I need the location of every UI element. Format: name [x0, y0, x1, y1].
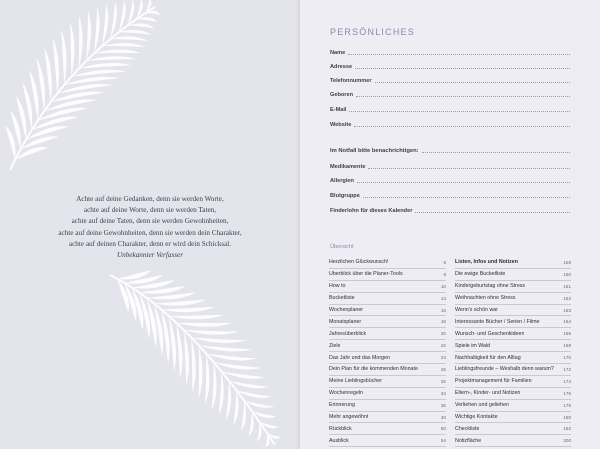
toc-entry-title: Meine Lieblingsbücher	[329, 378, 383, 385]
toc-entry-page: 180	[563, 414, 571, 420]
form-row-birth[interactable]	[330, 88, 570, 98]
form-label: Name	[330, 50, 346, 56]
form-label: Finderlohn für dieses Kalender	[330, 208, 413, 214]
toc-entry-title: Wichtige Kontakte	[455, 414, 498, 421]
quote-attribution: Unbekannter Verfasser	[116, 251, 184, 260]
toc-entry[interactable]	[455, 293, 571, 305]
form-line[interactable]	[355, 68, 570, 69]
toc-entry-title: Jahresüberblick	[329, 330, 367, 337]
quote-block	[30, 194, 270, 261]
toc-entry[interactable]	[329, 340, 446, 352]
toc-entry[interactable]	[455, 328, 571, 340]
toc-entry-title: Checkliste	[455, 425, 480, 432]
toc-entry[interactable]	[455, 316, 571, 328]
form-row-name[interactable]	[330, 46, 570, 56]
form-line[interactable]	[368, 168, 570, 169]
toc-entry-page: 182	[563, 426, 571, 432]
toc-entry-title: Das Jahr und das Morgen	[329, 354, 390, 361]
toc-entry[interactable]	[329, 257, 446, 269]
toc-entry-page: 26	[440, 366, 446, 372]
toc-entry-title: Nachhaltigkeit für den Alltag	[455, 354, 521, 361]
form-line[interactable]	[357, 182, 570, 183]
toc-entry-page: 8	[443, 271, 446, 277]
form-line[interactable]	[356, 96, 570, 97]
toc-entry[interactable]	[329, 400, 446, 412]
toc-entry-title: Wochenregeln	[329, 390, 364, 397]
form-row-reward[interactable]	[330, 204, 570, 214]
quote-line: achte auf deine Taten, denn sie werden Gewohnheiten,	[71, 217, 229, 226]
toc-entry[interactable]	[455, 412, 571, 424]
toc-entry-title: Herzlichen Glückwunsch!	[329, 259, 389, 266]
form-row-phone[interactable]	[330, 74, 570, 84]
toc-entry[interactable]	[329, 376, 446, 388]
toc-entry-title: Listen, Infos und Notizen	[455, 259, 518, 266]
form-line[interactable]	[348, 54, 570, 55]
toc-entry-title: Die ewige Bucketliste	[455, 271, 506, 278]
toc-entry-page: 176	[563, 390, 571, 396]
emergency-title: Im Notfall bitte benachrichtigen:	[330, 148, 419, 154]
toc-entry-page: 170	[563, 355, 571, 361]
toc-entry[interactable]	[455, 281, 571, 293]
toc-entry[interactable]	[329, 328, 446, 340]
toc-entry-page: 50	[440, 426, 446, 432]
form-row-website[interactable]	[330, 118, 570, 128]
toc-entry-title: Ausblick	[329, 437, 349, 444]
toc-entry-title: Überblick über die Planer-Tools	[329, 271, 403, 278]
personal-section-title: PERSÖNLICHES	[330, 27, 415, 37]
toc-entry-title: Wenn's schön war	[455, 307, 499, 313]
toc-entry-page: 172	[563, 366, 571, 372]
form-label: Geboren	[330, 92, 354, 98]
form-line[interactable]	[354, 126, 570, 127]
toc-entry-title: Interessante Bücher / Serien / Filme	[455, 318, 540, 325]
quote-line: achte auf deine Gewohnheiten, denn sie werden dein Charakter,	[58, 228, 242, 237]
toc-entry-title: Dein Plan für die kommenden Monate	[329, 366, 418, 373]
toc-entry[interactable]	[455, 388, 571, 400]
toc-entry-page: 174	[563, 378, 571, 384]
toc-entry-page: 163	[563, 307, 571, 313]
toc-entry-title: Erinnerung	[329, 402, 355, 409]
quote-line: achte auf deine Worte, denn sie werden Taten,	[83, 206, 217, 215]
toc-entry-title: Mehr angewöhnt	[329, 414, 369, 421]
toc-entry-page: 166	[563, 331, 571, 337]
toc-entry-page: 18	[440, 319, 446, 325]
toc-entry[interactable]	[329, 412, 446, 424]
toc-entry-title: Eltern-, Kinder- und Notizen	[455, 390, 521, 397]
toc-entry-page: 10	[440, 283, 446, 289]
form-row-medication[interactable]	[330, 160, 570, 170]
toc-entry-page: 22	[440, 343, 446, 349]
toc-entry-page: 6	[443, 259, 446, 265]
toc-entry[interactable]	[329, 364, 446, 376]
toc-entry[interactable]	[329, 281, 446, 293]
form-label: E-Mail	[330, 107, 347, 113]
toc-entry[interactable]	[329, 293, 446, 305]
toc-column-left	[329, 257, 446, 447]
toc-entry-title: Ziele	[329, 342, 341, 349]
form-row-allergies[interactable]	[330, 174, 570, 184]
toc-entry-page: 168	[563, 343, 571, 349]
form-label: Blutgruppe	[330, 193, 360, 199]
quote-line: achte auf deinen Charakter, denn er wird dein Schicksal.	[68, 239, 232, 248]
form-line[interactable]	[375, 82, 570, 83]
toc-entry-title: Spiele im Wald	[455, 342, 491, 349]
toc-entry-title: How to	[329, 283, 346, 290]
form-label: Allergien	[330, 178, 354, 184]
toc-entry[interactable]	[329, 316, 446, 328]
quote-line: Achte auf deine Gedanken, denn sie werden Worte,	[76, 195, 224, 203]
form-line[interactable]	[415, 212, 570, 213]
toc-entry-title: Projektmanagement für Familien	[455, 378, 532, 385]
toc-entry-title: Bucketliste	[329, 295, 355, 302]
toc-entry-page: 36	[440, 402, 446, 408]
form-line[interactable]	[349, 111, 570, 112]
toc-entry-page: 34	[440, 390, 446, 396]
toc-column-right	[455, 257, 571, 447]
toc-entry-page: 164	[563, 319, 571, 325]
toc-entry-title: Wunsch- und Geschenkideen	[455, 330, 525, 337]
form-label: Telefonnummer	[330, 78, 372, 84]
toc-entry[interactable]	[329, 388, 446, 400]
form-label: Adresse	[330, 64, 353, 70]
toc-entry-title: Lieblingsfreunde – Weshalb denn warum?	[455, 366, 554, 373]
form-row-address[interactable]	[330, 60, 570, 70]
palm-leaf-top-icon	[0, 0, 190, 195]
toc-entry-page: 54	[440, 438, 446, 444]
toc-entry-page: 158	[563, 259, 571, 265]
toc-title: Übersicht	[330, 244, 354, 250]
toc-entry-title: Kindergeburtstag ohne Stress	[455, 283, 526, 290]
toc-entry[interactable]	[329, 423, 446, 435]
toc-entry-page: 178	[563, 402, 571, 408]
toc-entry-title: Weihnachten ohne Stress	[455, 295, 516, 302]
toc-entry-title: Wochenplaner	[329, 307, 364, 313]
toc-entry[interactable]	[455, 340, 571, 352]
toc-entry-page: 16	[440, 307, 446, 313]
toc-entry[interactable]	[455, 352, 571, 364]
toc-entry[interactable]	[455, 400, 571, 412]
form-label: Medikamente	[330, 164, 366, 170]
toc-entry[interactable]	[455, 269, 571, 281]
toc-entry-title: Notizfläche	[455, 437, 482, 444]
form-label: Website	[330, 122, 352, 128]
toc-entry-title: Rückblick	[329, 425, 352, 432]
toc-entry-page: 161	[563, 283, 571, 289]
toc-entry[interactable]	[455, 257, 571, 269]
form-row-emergency[interactable]	[330, 144, 570, 154]
toc-entry-page: 162	[563, 295, 571, 301]
form-line[interactable]	[363, 197, 570, 198]
toc-entry-title: Monatsplaner	[329, 318, 362, 325]
toc-entry[interactable]	[329, 435, 446, 447]
toc-entry-page: 14	[440, 295, 446, 301]
toc-entry-title: Verliehen und geliehen	[455, 402, 509, 409]
toc-entry[interactable]	[455, 376, 571, 388]
form-line[interactable]	[422, 152, 570, 153]
toc-entry[interactable]	[455, 423, 571, 435]
form-row-email[interactable]	[330, 103, 570, 113]
toc-entry-page: 200	[563, 438, 571, 444]
toc-entry[interactable]	[329, 305, 446, 317]
toc-entry[interactable]	[329, 352, 446, 364]
toc-entry-page: 40	[440, 414, 446, 420]
toc-entry-page: 32	[440, 378, 446, 384]
toc-entry[interactable]	[455, 435, 571, 447]
toc-entry[interactable]	[455, 364, 571, 376]
toc-entry-page: 24	[440, 355, 446, 361]
toc-entry-page: 20	[440, 331, 446, 337]
toc-entry[interactable]	[329, 269, 446, 281]
toc-entry[interactable]	[455, 305, 571, 317]
form-row-bloodtype[interactable]	[330, 189, 570, 199]
toc-entry-page: 160	[563, 271, 571, 277]
palm-leaf-bottom-icon	[80, 255, 300, 449]
